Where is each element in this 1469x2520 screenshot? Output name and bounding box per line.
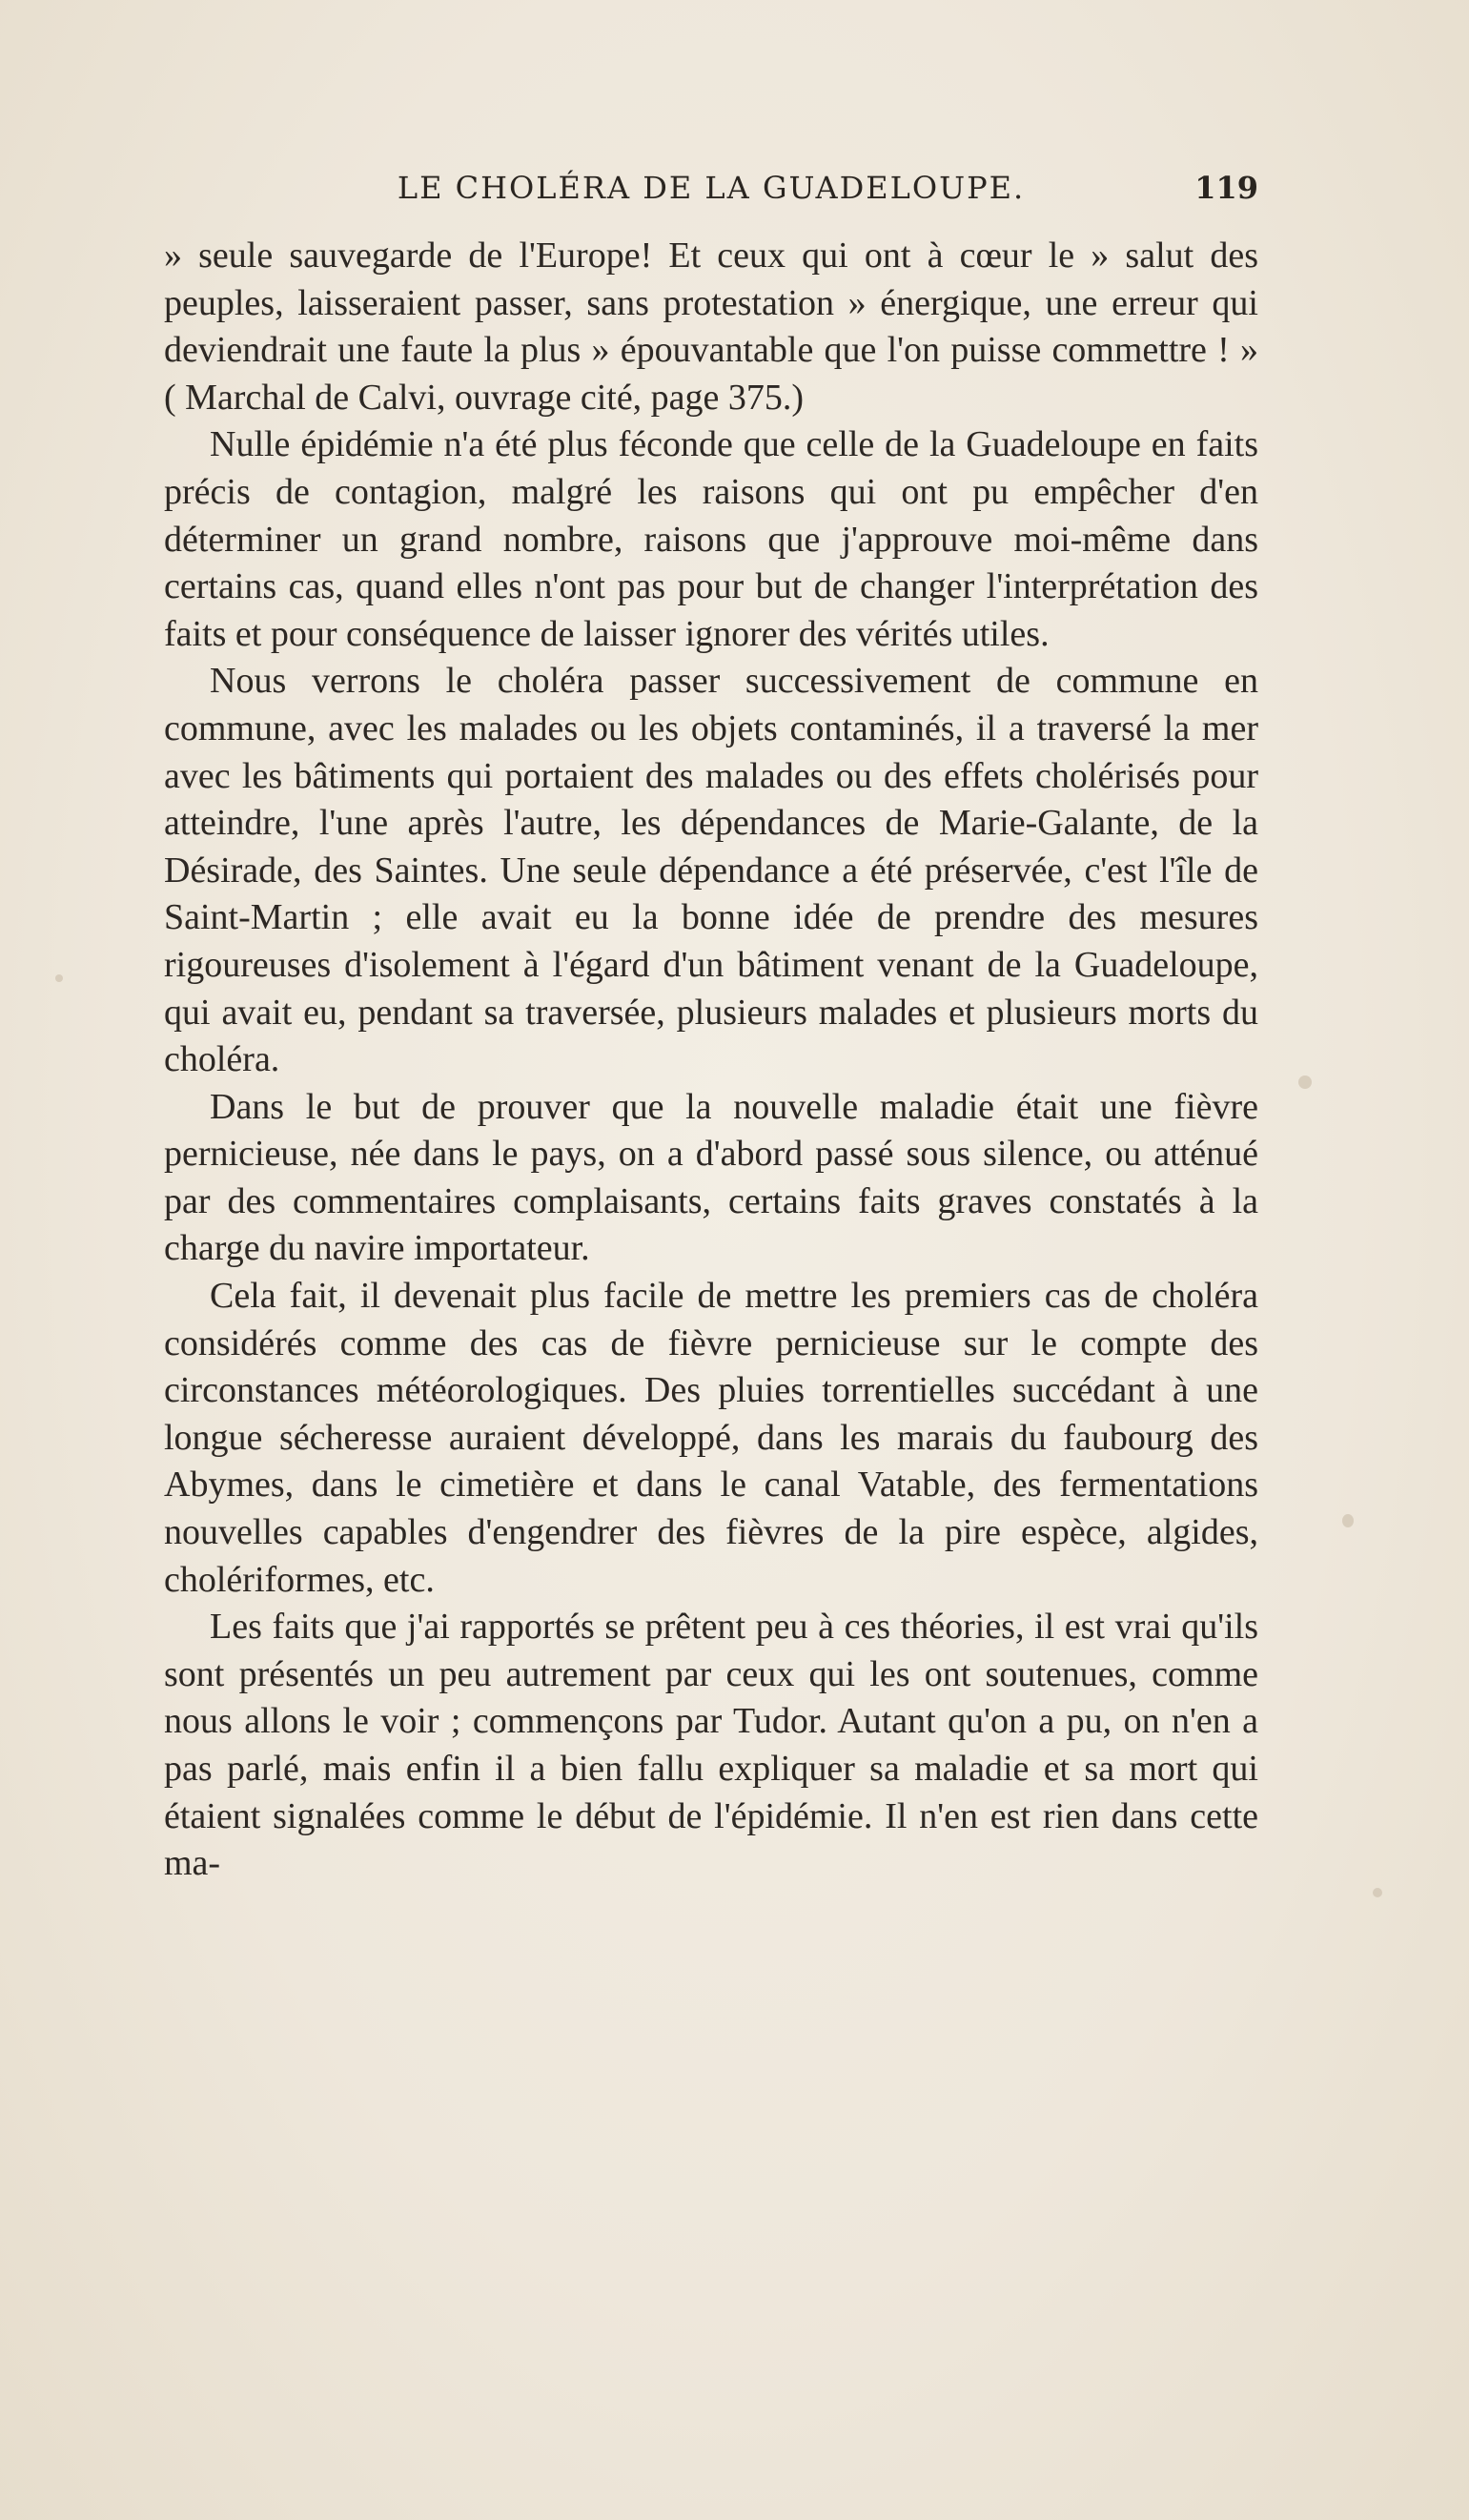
body-text bbox=[164, 233, 1258, 1888]
paper-speck bbox=[55, 974, 63, 982]
paper-speck bbox=[1373, 1888, 1382, 1897]
running-title: LE CHOLÉRA DE LA GUADELOUPE. bbox=[397, 170, 1026, 206]
running-header bbox=[164, 170, 1258, 227]
paper-speck bbox=[1342, 1514, 1354, 1527]
paragraph: Les faits que j'ai rapportés se prêtent peu à ces théories, il est vrai qu'ils sont présentés un peu autrement par ceux qui les ont soutenues, comme nous allons le voir ; commençons par Tudor. Autant qu'on a pu, on n'en a pas parlé, mais enfin il a bien fallu expliquer sa maladie et sa mort qui étaient signalées comme le début de l'épidémie. Il n'en est rien dans cette ma- bbox=[164, 1607, 1258, 1884]
paper-speck bbox=[1298, 1076, 1312, 1089]
paragraph-quote-continuation: » seule sauvegarde de l'Europe! Et ceux qui ont à cœur le » salut des peuples, laisseraient passer, sans protestation » énergique, une erreur qui deviendrait une faute la plus » épouvantable que l'on puisse commettre ! » ( Marchal de Calvi, ouvrage cité, page 375.) bbox=[164, 236, 1258, 418]
paragraph: Dans le but de prouver que la nouvelle maladie était une fièvre pernicieuse, née dans le pays, on a d'abord passé sous silence, ou atténué par des commentaires complaisants, certains faits graves constatés à la charge du navire importateur. bbox=[164, 1086, 1258, 1269]
page-number: 119 bbox=[1194, 170, 1258, 206]
paragraph: Nous verrons le choléra passer successivement de commune en commune, avec les malades ou les objets contaminés, il a traversé la mer avec les bâtiments qui portaient des malades ou des effets cholérisés pour atteindre, l'une après l'autre, les dépendances de Marie-Galante, de la Désirade, des Saintes. Une seule dépendance a été préservée, c'est l'île de Saint-Martin ; elle avait eu la bonne idée de prendre des mesures rigoureuses d'isolement à l'égard d'un bâtiment venant de la Guadeloupe, qui avait eu, pendant sa traversée, plusieurs malades et plusieurs morts du choléra. bbox=[164, 661, 1258, 1080]
paragraph: Nulle épidémie n'a été plus féconde que celle de la Guadeloupe en faits précis de contagion, malgré les raisons qui ont pu empêcher d'en déterminer un grand nombre, raisons que j'approuve moi-même dans certains cas, quand elles n'ont pas pour but de changer l'interprétation des faits et pour conséquence de laisser ignorer des vérités utiles. bbox=[164, 424, 1258, 654]
paragraph: Cela fait, il devenait plus facile de mettre les premiers cas de choléra considérés comme des cas de fièvre pernicieuse sur le compte des circonstances météorologiques. Des pluies torrentielles succédant à une longue sécheresse auraient développé, dans les marais du faubourg des Abymes, dans le cimetière et dans le canal Vatable, des fermentations nouvelles capables d'engendrer des fièvres de la pire espèce, algides, cholériformes, etc. bbox=[164, 1276, 1258, 1600]
